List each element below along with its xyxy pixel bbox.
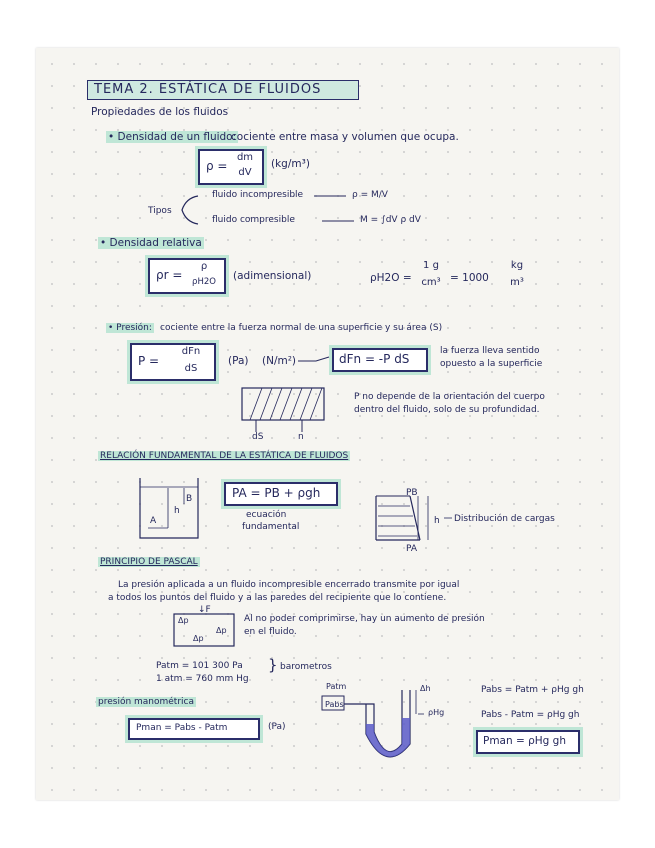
label-PA: PA (406, 544, 418, 554)
tipo-compresible: fluido compresible (212, 215, 295, 225)
load-distribution (376, 496, 452, 540)
diag-patm: Patm (326, 682, 347, 691)
presion-dep2: dentro del fluido, solo de su profundidad. (354, 405, 540, 415)
pascal-F: ↓F (198, 605, 211, 615)
water-frac-num: 1 g (423, 260, 439, 271)
densidad-formula-box: ρ = dm dV (198, 149, 264, 185)
tipo-incompresible: fluido incompresible (212, 190, 304, 200)
pascal-note2: en el fluido. (244, 627, 297, 637)
pascal-text1: La presión aplicada a un fluido incompresible encerrado transmite por igual (118, 580, 460, 590)
diag-phg: ρHg (428, 708, 445, 717)
presion-arrow (298, 357, 329, 361)
diag-pabs: Pabs (325, 700, 344, 709)
page-title: TEMA 2. ESTÁTICA DE FLUIDOS (94, 82, 322, 97)
tipos-label: Tipos (148, 206, 172, 216)
barometros-label: barometros (280, 662, 332, 672)
presion-label: • Presión: (108, 323, 152, 333)
presion-desc: cociente entre la fuerza normal de una superficie y su área (S) (160, 323, 443, 333)
relacion-eq-box: PA = PB + ρgh (224, 482, 338, 506)
presion-units-nm: (N/m²) (262, 355, 297, 367)
label-h2: h (434, 516, 440, 526)
densidad-label: • Densidad de un fluido: (108, 131, 237, 143)
baro-eq1: Pabs = Patm + ρHg gh (481, 685, 584, 695)
water-frac-den: cm³ (421, 277, 441, 288)
atm-value: 1 atm = 760 mm Hg (156, 674, 249, 684)
relacion-heading: RELACIÓN FUNDAMENTAL DE LA ESTÁTICA DE FLUIDOS (100, 451, 349, 461)
water-eq: = 1000 (450, 272, 489, 284)
densidad-relativa-box: ρr = ρ ρH2O (148, 258, 226, 294)
manometrica-unit: (Pa) (268, 722, 286, 732)
section-propiedades: Propiedades de los fluidos (91, 106, 229, 118)
densidad-relativa-label: • Densidad relativa (100, 237, 202, 249)
presion-note2: opuesto a la superficie (440, 359, 543, 369)
brace: } (268, 656, 278, 674)
water-unit-num: kg (510, 260, 524, 271)
water-unit-den: m³ (510, 277, 524, 288)
hatched-surface (242, 388, 324, 432)
pascal-dp3: Δp (193, 634, 204, 643)
pascal-note1: Al no poder comprimirse, hay un aumento de presión (244, 614, 485, 624)
label-PB: PB (406, 488, 418, 498)
dist-cargas: Distribución de cargas (454, 514, 555, 524)
pascal-dp1: Δp (178, 616, 189, 625)
water-lhs: ρH2O = (370, 272, 412, 284)
notebook-page (36, 48, 619, 800)
tipo-incompresible-result: ρ = M/V (352, 190, 388, 200)
manometrica-heading: presión manométrica (98, 697, 195, 707)
u-tube-manometer (322, 690, 424, 757)
n-label: n (298, 432, 304, 442)
pascal-container (174, 614, 234, 646)
label-A: A (150, 516, 157, 526)
pascal-dp2: Δp (216, 626, 227, 635)
pascal-text2: a todos los puntos del fluido y a las paredes del recipiente que lo contiene. (108, 593, 447, 603)
sketch-layer (36, 48, 619, 800)
tank-diagram (140, 478, 198, 538)
tipo-compresible-result: M = ∫dV ρ dV (360, 215, 421, 225)
pman-box: Pman = ρHg gh (476, 730, 580, 754)
label-h: h (174, 506, 180, 516)
presion-units-pa: (Pa) (228, 355, 249, 367)
patm-value: Patm = 101 300 Pa (156, 661, 243, 671)
presion-note1: la fuerza lleva sentido (440, 346, 540, 356)
presion-result-box: dFn = -P dS (332, 348, 428, 372)
diag-dh: Δh (420, 684, 431, 693)
tipos-brace (182, 196, 198, 224)
pascal-heading: PRINCIPIO DE PASCAL (100, 557, 198, 567)
densidad-desc: cociente entre masa y volumen que ocupa. (231, 131, 459, 143)
baro-eq2: Pabs - Patm = ρHg gh (481, 710, 580, 720)
ds-label: dS (252, 432, 264, 442)
label-B: B (186, 494, 193, 504)
manometrica-box: Pman = Pabs - Patm (128, 718, 260, 740)
relacion-eq-name1: ecuación (246, 510, 287, 520)
presion-formula-box: P = dFn dS (130, 343, 216, 381)
densidad-relativa-units: (adimensional) (233, 270, 312, 282)
presion-dep1: P no depende de la orientación del cuerpo (354, 392, 545, 402)
relacion-eq-name2: fundamental (242, 522, 300, 532)
densidad-units: (kg/m³) (271, 158, 310, 170)
